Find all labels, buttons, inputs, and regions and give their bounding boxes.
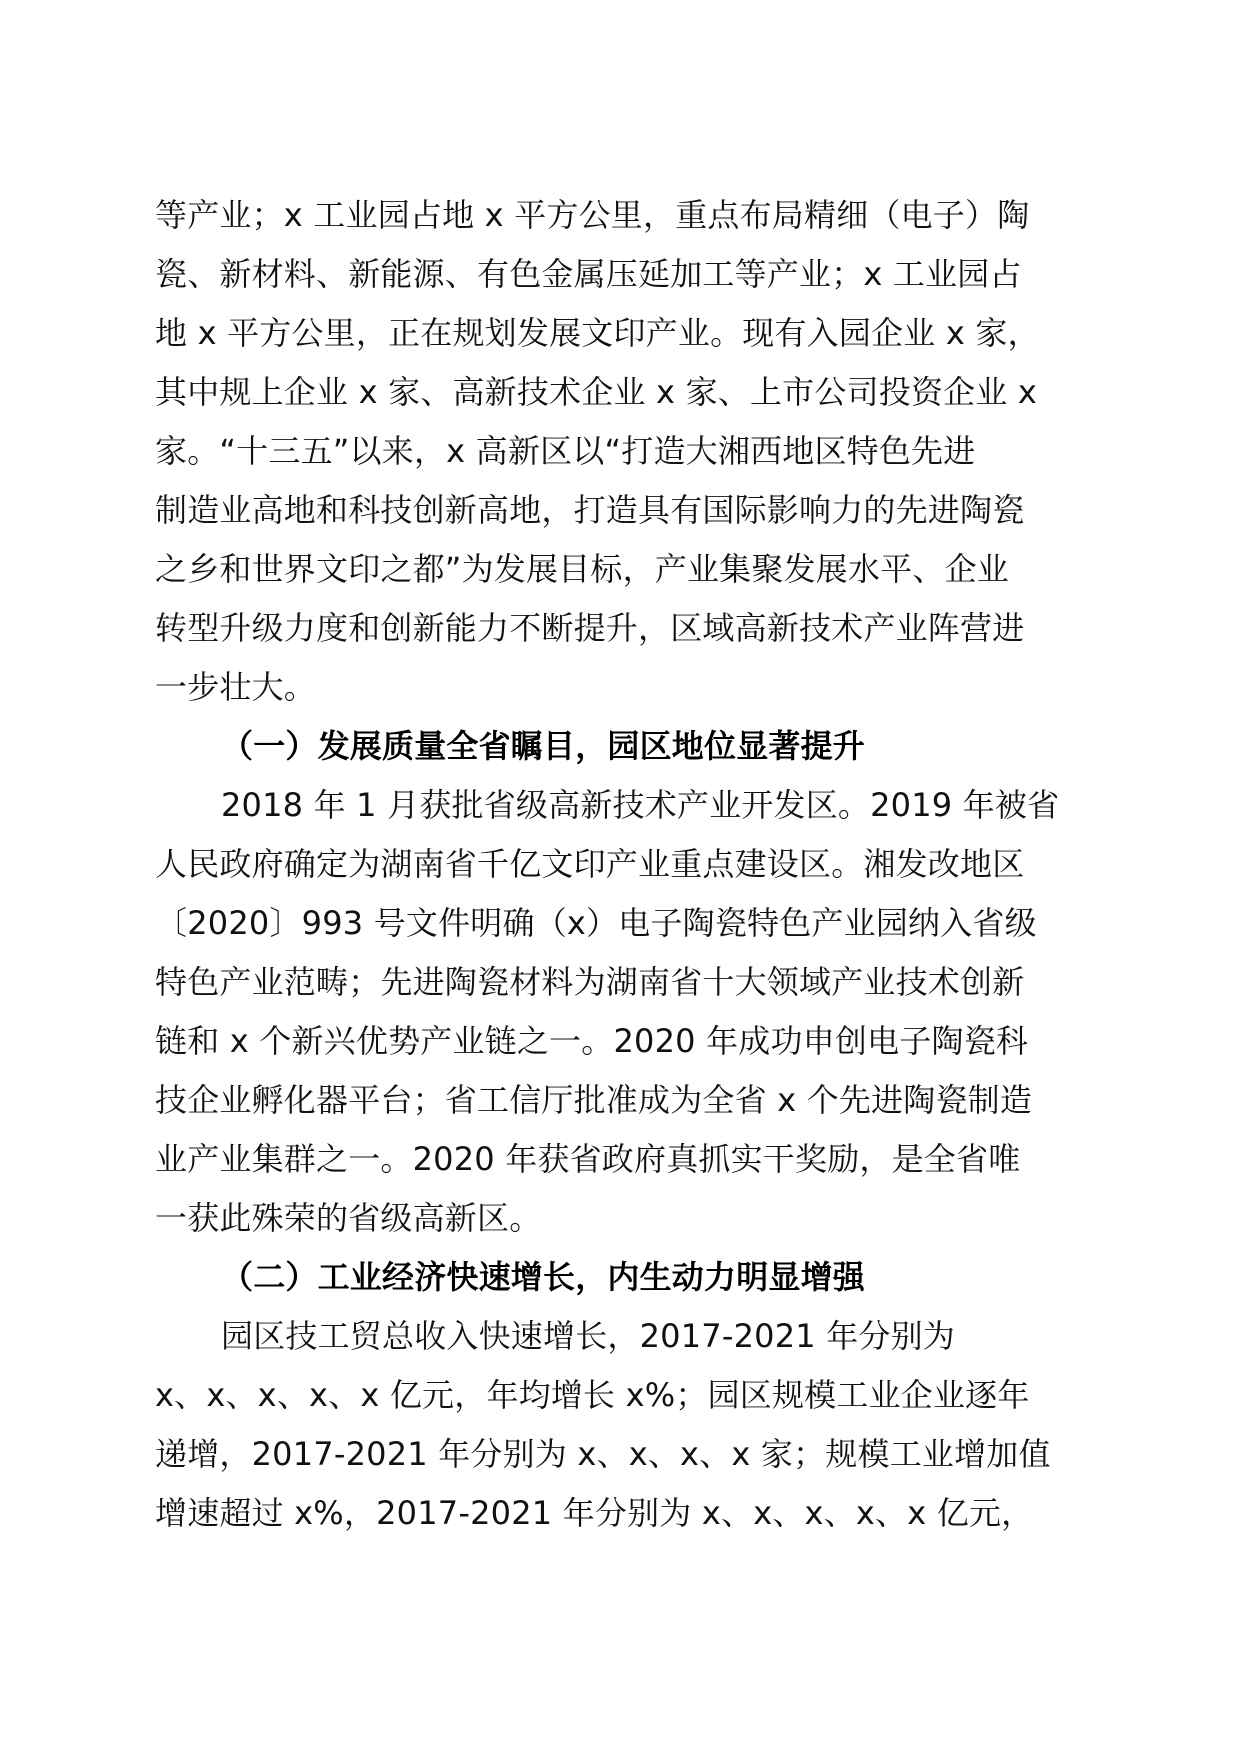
- paragraph-line: 递增，2017-2021 年分别为 x、x、x、x 家；规模工业增加值: [155, 1435, 1051, 1473]
- paragraph-line: 人民政府确定为湖南省千亿文印产业重点建设区。湘发改地区: [155, 845, 1025, 883]
- paragraph-line: 家。“十三五”以来，x 高新区以“打造大湘西地区特色先进: [155, 432, 976, 470]
- paragraph-line: 地 x 平方公里，正在规划发展文印产业。现有入园企业 x 家，: [155, 314, 1040, 352]
- paragraph-line: 技企业孵化器平台；省工信厅批准成为全省 x 个先进陶瓷制造: [155, 1081, 1033, 1119]
- paragraph-line: 瓷、新材料、新能源、有色金属压延加工等产业；x 工业园占: [155, 255, 1022, 293]
- paragraph-line: 园区技工贸总收入快速增长，2017-2021 年分别为: [221, 1317, 955, 1355]
- paragraph-line: 之乡和世界文印之都”为发展目标，产业集聚发展水平、企业: [155, 550, 1009, 588]
- paragraph-line: 链和 x 个新兴优势产业链之一。2020 年成功申创电子陶瓷科: [155, 1022, 1029, 1060]
- paragraph-line: 等产业；x 工业园占地 x 平方公里，重点布局精细（电子）陶: [155, 196, 1030, 234]
- paragraph-line: 2018 年 1 月获批省级高新技术产业开发区。2019 年被省: [221, 786, 1060, 824]
- paragraph-line: 转型升级力度和创新能力不断提升，区域高新技术产业阵营进: [155, 609, 1025, 647]
- paragraph-line: 增速超过 x%，2017-2021 年分别为 x、x、x、x、x 亿元，: [155, 1494, 1034, 1532]
- paragraph-line: 一步壮大。: [155, 668, 317, 706]
- paragraph-line: 制造业高地和科技创新高地，打造具有国际影响力的先进陶瓷: [155, 491, 1025, 529]
- paragraph-3: [155, 1307, 1085, 1543]
- paragraph-line: 业产业集群之一。2020 年获省政府真抓实干奖励，是全省唯: [155, 1140, 1021, 1178]
- paragraph-1: [155, 186, 1085, 717]
- document-body: [155, 186, 1085, 1543]
- paragraph-line: 〔2020〕993 号文件明确（x）电子陶瓷特色产业园纳入省级: [155, 904, 1037, 942]
- paragraph-2: [155, 776, 1085, 1248]
- paragraph-line: x、x、x、x、x 亿元，年均增长 x%；园区规模工业企业逐年: [155, 1376, 1030, 1414]
- paragraph-line: 一获此殊荣的省级高新区。: [155, 1199, 542, 1237]
- section-heading-2: （二）工业经济快速增长，内生动力明显增强: [221, 1258, 866, 1296]
- paragraph-line: 其中规上企业 x 家、高新技术企业 x 家、上市公司投资企业 x: [155, 373, 1038, 411]
- paragraph-line: 特色产业范畴；先进陶瓷材料为湖南省十大领域产业技术创新: [155, 963, 1025, 1001]
- section-heading-1: （一）发展质量全省瞩目，园区地位显著提升: [221, 727, 866, 765]
